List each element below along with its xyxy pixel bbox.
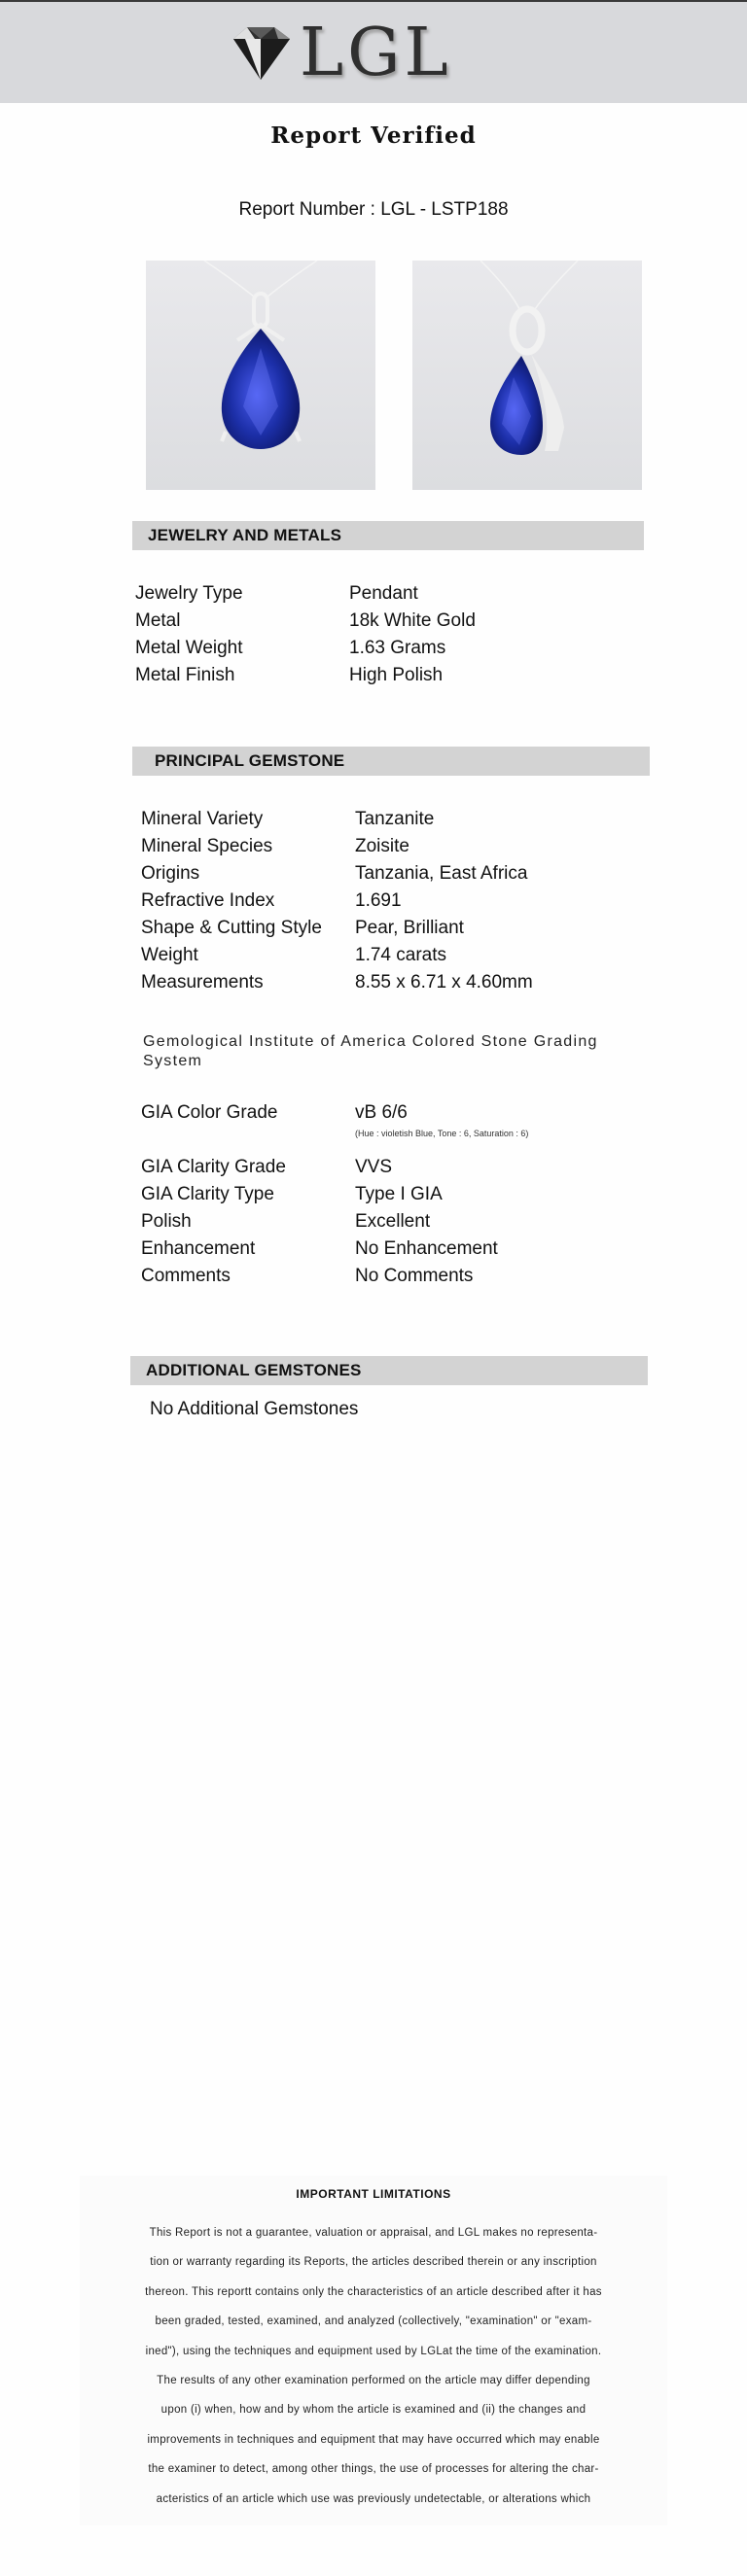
detail-row: Mineral Variety Tanzanite bbox=[141, 809, 435, 829]
detail-row: Metal Finish High Polish bbox=[135, 665, 444, 685]
color-grade bbox=[141, 1099, 408, 1127]
limitations-line: acteristics of an article which use was previously undetectable, or alterations which bbox=[156, 2492, 591, 2505]
diamond-icon bbox=[226, 23, 296, 84]
limitations-line: This Report is not a guarantee, valuation or appraisal, and LGL makes no representa- bbox=[149, 2227, 598, 2239]
jewelry-section-header: JEWELRY AND METALS bbox=[132, 521, 644, 550]
detail-row: Weight 1.74 carats bbox=[141, 945, 446, 965]
limitations-line: been graded, tested, examined, and analyzed (collectively, "examination" or "exam- bbox=[155, 2315, 592, 2328]
principal-gemstone-section-header: PRINCIPAL GEMSTONE bbox=[132, 747, 650, 776]
limitations-line: ined"), using the techniques and equipment used by LGLat the time of the examination. bbox=[145, 2345, 602, 2357]
detail-row: Jewelry Type Pendant bbox=[135, 583, 418, 604]
detail-row: Origins Tanzania, East Africa bbox=[141, 863, 528, 884]
additional-gemstones-section-header: ADDITIONAL GEMSTONES bbox=[130, 1356, 648, 1385]
lgl-logo bbox=[226, 17, 479, 89]
limitations-text bbox=[97, 2218, 650, 2514]
grading-details bbox=[141, 1154, 498, 1290]
limitations-line: thereon. This reportt contains only the characteristics of an article described after it has bbox=[145, 2285, 602, 2298]
detail-row: GIA Clarity Grade VVS bbox=[141, 1157, 393, 1177]
limitations-line: improvements in techniques and equipment that may have occurred which may enable bbox=[147, 2433, 600, 2446]
gemstone-details bbox=[141, 806, 533, 996]
limitations-line: The results of any other examination performed on the article may differ depending bbox=[157, 2374, 590, 2386]
detail-row: Enhancement No Enhancement bbox=[141, 1238, 498, 1259]
detail-row: Measurements 8.55 x 6.71 x 4.60mm bbox=[141, 972, 533, 992]
detail-row: Mineral Species Zoisite bbox=[141, 836, 409, 856]
jewelry-details bbox=[135, 580, 476, 689]
detail-row: GIA Clarity Type Type I GIA bbox=[141, 1184, 443, 1204]
limitations-title: IMPORTANT LIMITATIONS bbox=[296, 2187, 451, 2201]
pendant-side-photo bbox=[412, 261, 642, 490]
limitations-line: the examiner to detect, among other things, the use of processes for altering the char- bbox=[148, 2463, 599, 2476]
limitations-line: tion or warranty regarding its Reports, the articles described therein or any inscription bbox=[150, 2256, 597, 2269]
detail-row: GIA Color Grade vB 6/6 bbox=[141, 1102, 408, 1123]
detail-row: Metal Weight 1.63 Grams bbox=[135, 638, 446, 658]
detail-row: Metal 18k White Gold bbox=[135, 610, 476, 631]
page-title: Report Verified bbox=[270, 122, 477, 149]
detail-row: Polish Excellent bbox=[141, 1211, 431, 1232]
grading-system-label: Gemological Institute of America Colored Stone Grading System bbox=[143, 1033, 598, 1069]
detail-row: Refractive Index 1.691 bbox=[141, 890, 402, 911]
report-number: Report Number : LGL - LSTP188 bbox=[238, 199, 509, 220]
limitations-line: upon (i) when, how and by whom the article is examined and (ii) the changes and bbox=[160, 2404, 587, 2417]
pendant-front-photo bbox=[146, 261, 375, 490]
detail-row: Comments No Comments bbox=[141, 1266, 474, 1286]
additional-gemstones-text: No Additional Gemstones bbox=[150, 1399, 359, 1419]
color-grade-note: (Hue : violetish Blue, Tone : 6, Saturation : 6) bbox=[355, 1129, 529, 1138]
logo-text: LGL bbox=[300, 15, 452, 91]
detail-row: Shape & Cutting Style Pear, Brilliant bbox=[141, 918, 464, 938]
header-bar bbox=[0, 0, 747, 103]
